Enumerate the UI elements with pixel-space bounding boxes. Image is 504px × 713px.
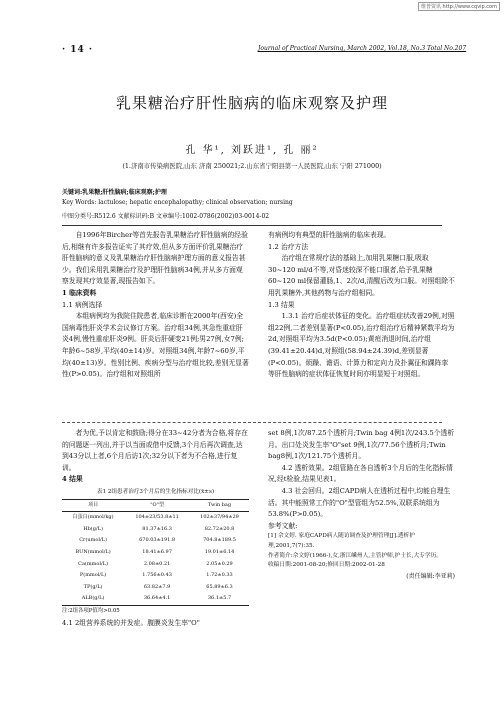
lower-left-bottom: [62, 618, 249, 630]
table-cell: 19.01±6.14: [204, 548, 235, 555]
table-cell: 81.37±16.3: [142, 525, 172, 532]
lower-left-top: [62, 428, 249, 486]
table-cell: 36.1±5.7: [207, 595, 232, 602]
table-row: [62, 570, 249, 582]
table-caption: 表1 2组患者治疗3个月后的生化指标对比(x̄±s): [96, 488, 215, 495]
section-heading: 1.1 病例选择: [62, 300, 103, 309]
article-authors: 孔 华¹, 刘跃进¹, 孔 丽²: [185, 145, 319, 156]
table-header-cell: 项目: [88, 501, 99, 508]
table-cell: 白蛋白(mmol/kg): [72, 514, 114, 521]
paragraph: 4.2 透析效果。2组管路在各自透析3个月后的生化指标情况,经t检验,结果见表1。: [268, 463, 453, 484]
table-cell: 1.756±0.43: [142, 572, 172, 579]
table-cell: P(mmol/L): [79, 572, 107, 579]
table-cell: 18.41±6.97: [142, 548, 172, 555]
section-heading: 1 临床资料: [62, 288, 97, 297]
section-heading: 1.3 结果: [268, 300, 295, 309]
keywords-cn: 关键词:乳果糖;肝性脑病;临床观察;护理: [62, 189, 167, 196]
section-heading: 4 结果: [62, 475, 83, 484]
table-cell: 65.89±6.3: [206, 583, 233, 590]
divider-top: [62, 225, 442, 226]
table-cell: 2.08±0.21: [143, 560, 171, 567]
reference-line: [1] 佘文婷. 家庭CAPD病人随访调查及护理管理[J].透析护理,2001,7(7):35.: [268, 533, 415, 549]
table-cell: BUN(mmol/L): [75, 548, 111, 555]
responsible-editor: (责任编辑:李亚莉): [406, 572, 455, 580]
paragraph: 1.3.1 治疗后症状体征的变化。治疗组症状改善29例,对照组22例,二者差别显著(P<0.05),治疗组治疗后精神紧数平均为2d,对照组平均为3.5d(P<0.05);黄疸消退时间,治疗组(39.41±20.44)d,对照组(58.94±24.39)d,差别显著(P<0.05)。烦躁、谵语、计算力和定向力及扑翼征和踝阵挛等肝性脑病的症状体征恢复时间亦明显短于对照组。: [268, 312, 455, 379]
table-cell: Hb(g/L): [83, 525, 103, 532]
table-cell: ALB(g/L): [81, 595, 105, 602]
table-row: [62, 535, 249, 547]
table-cell: TP(g/L): [83, 583, 103, 590]
table-cell: 102±37/94±29: [200, 514, 239, 521]
results-table: [62, 499, 249, 606]
keywords-en: Key Words: lactulose; hepatic encephalopathy; clinical observation; nursing: [62, 199, 293, 206]
table-cell: 82.72±20.8: [204, 525, 235, 532]
upper-right-column: [268, 230, 455, 381]
table-cell: 36.64±4.1: [143, 595, 171, 602]
table-row: [62, 524, 249, 536]
table-row: [62, 559, 249, 571]
table-cell: 104±23/53.8±11: [135, 514, 179, 521]
lower-right-text: [268, 428, 455, 532]
journal-header: Journal of Practical Nursing, March 2002, Vol.18, No.3 Total No.207: [258, 45, 467, 52]
table-note: 注:2组各项P值均>0.05: [62, 607, 120, 614]
table-header-cell: Twin bag: [207, 501, 232, 508]
section-heading: 参考文献:: [268, 521, 298, 530]
reference-line: 作者简介:佘文婷(1966-),女,浙江嵊州人,主管护师,护士长,大专学历。: [268, 552, 442, 559]
paragraph: set 8例,1次/87.25个透析月;Twin bag 4例1次/243.5个透析月。出口处炎发生率"O"set 9例,1次/77.56个透析月;Twin bag8例,1次/121.75个透析月。: [268, 429, 455, 461]
paragraph: 治疗组在常规疗法的基础上,加用乳果糖口服,吸取30~120 ml/d不等,对昏迷较深不能口服者,给予乳果糖60~120 ml保留灌肠,1、2次/d,清醒后改为口服。对照组除不用乳果糖外,其他药物与治疗组相同。: [268, 254, 455, 297]
references: [268, 532, 455, 570]
paragraph: 4.1 2组营养系统的并发症。腹膜炎发生率"O": [62, 618, 200, 627]
lower-right-column: [268, 428, 455, 582]
table-row: [62, 512, 249, 524]
table-header-cell: "O"型: [150, 501, 164, 508]
table-cell: 704.8±189.5: [203, 537, 236, 544]
table-header-row: [62, 499, 249, 512]
watermark: 维普资讯 http://www.cqvip.com: [418, 2, 500, 11]
article-affiliation: (1.济南市传染病医院,山东 济南 250021;2.山东省宁阳县第一人民医院,山东 宁阳 271000): [122, 162, 382, 170]
article-title: 乳果糖治疗肝性脑病的临床观察及护理: [115, 94, 388, 112]
divider-mid: [62, 422, 442, 423]
page-number: · 14 ·: [62, 45, 94, 55]
table-cell: 670.03±191.8: [139, 537, 176, 544]
reference-line: 收稿日期:2001-08-20;修回日期:2002-01-28: [268, 562, 385, 569]
classification: 中图分类号:R512.6 文献标识码:B 文章编号:1002-0786(2002)03-0014-02: [62, 213, 270, 220]
paragraph: 者为优,予以肯定和鼓励;得分在33~42分者为合格,将存在的问题逐一列出,并于以当面或借中反馈,3个月后再次调查,达到43分以上者,6个月后访1次;32分以下者为不合格,进行复训。: [62, 429, 248, 472]
paragraph: 4.3 社会回归。2组CAPD病人在透析过程中,均能自理生活。其中能照常工作的"O"型管组为52.5%,双联系统组为53.8%(P>0.05)。: [268, 486, 451, 519]
paragraph: 自1996年Bircher等首先报告乳果糖治疗肝性脑病的经验后,相继有许多报告证实了其疗效,但从多方面评价乳果糖治疗肝性脑病的意义及乳果糖治疗肝性脑病护理方面的意义报告甚少。我们采用乳果糖治疗及护理肝性脑病34例,并从多方面观察发现其疗效显著,现报告如下。: [62, 231, 248, 286]
table-cell: 63.82±7.9: [143, 583, 171, 590]
table-cell: Cr(umol/L): [79, 537, 107, 544]
table-cell: Ca(mmol/L): [78, 560, 108, 567]
section-heading: 1.2 治疗方法: [268, 242, 309, 251]
table-cell: 1.72±0.33: [206, 572, 233, 579]
table-cell: 2.05±0.29: [206, 560, 233, 567]
upper-left-column: [62, 230, 249, 381]
table-row: [62, 582, 249, 594]
table-row: [62, 593, 249, 605]
paragraph: 有病例均有典型的肝性脑病的临床表现。: [268, 231, 391, 239]
table-row: [62, 547, 249, 559]
paragraph: 本组病例均为我院住院患者,临床诊断在2000年(西安)全国病毒性肝炎学术会议修订方案。治疗组34例,其急性重症肝炎4例,慢性重症肝炎9例。肝炎后肝硬变21例;男27例,女7例;年龄6~58岁,平均(40±14)岁。对照组34例,年龄7~60岁,平均(40±13)岁。性别比例、疾病分型与治疗组比较,差别无显著性(P>0.05)。治疗组和对照组所: [62, 312, 249, 379]
lower-left-column: [62, 428, 249, 629]
